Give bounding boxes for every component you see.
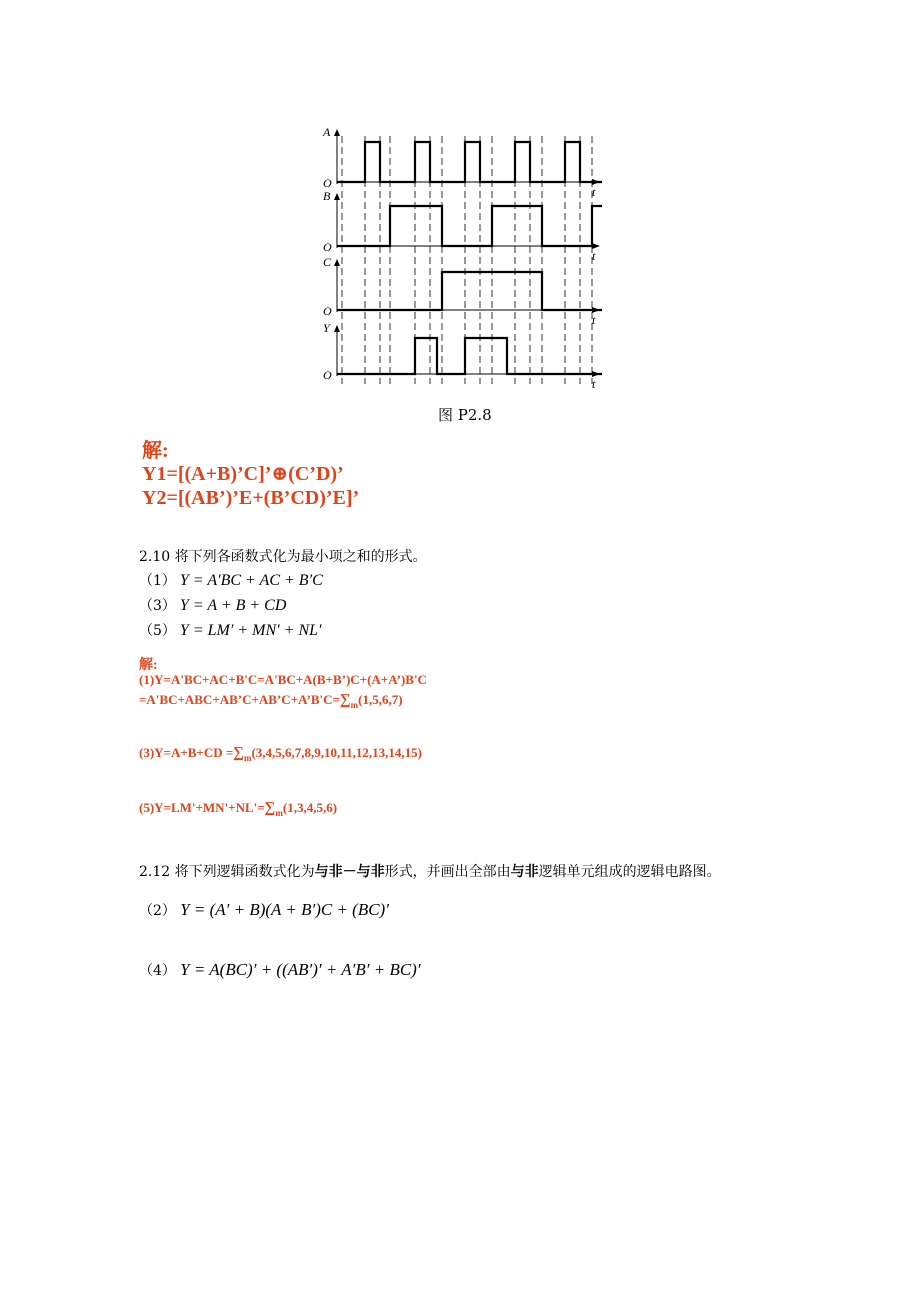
problem-2-12-item-2 — [139, 900, 389, 920]
y-axis-arrow-B — [334, 193, 340, 200]
sigma-symbol: ∑ — [339, 692, 351, 708]
time-axis-label: t — [592, 249, 596, 263]
waveform-A — [337, 142, 602, 182]
y-axis-arrow-C — [334, 259, 340, 266]
problem-2-12-item-4 — [139, 960, 421, 980]
solution-2-10-heading: 解: — [139, 658, 158, 673]
y-axis-arrow-Y — [334, 325, 340, 332]
title-text: 2.12 将下列逻辑函数式化为 — [139, 864, 315, 880]
timing-diagram — [315, 122, 605, 397]
waveform-Y — [337, 338, 602, 374]
sigma-subscript: m — [275, 808, 283, 818]
expr-text: (5)Y=LM'+MN'+NL'= — [139, 800, 265, 815]
title-bold-nand: 与非 — [510, 864, 539, 880]
item-expression: Y = A + B + CD — [179, 597, 287, 614]
time-axis-label: t — [592, 185, 596, 199]
signal-label-B: B — [323, 189, 331, 203]
expr-text: (3)Y=A+B+CD = — [139, 745, 234, 760]
origin-label: O — [323, 368, 332, 382]
sigma-symbol: ∑ — [233, 745, 244, 761]
solution-2-10-line-2 — [139, 692, 403, 710]
origin-label: O — [323, 304, 332, 318]
origin-label: O — [323, 240, 332, 254]
solution-y2: Y2=[(AB’)’E+(B’CD)’E]’ — [142, 487, 360, 509]
item-label: （5） — [139, 623, 176, 639]
signal-label-Y: Y — [323, 321, 330, 335]
origin-label: O — [323, 176, 332, 190]
problem-2-12-title — [139, 861, 721, 881]
solution-y1: Y1=[(A+B)’C]’⊕(C’D)’ — [142, 463, 344, 485]
figure-caption: 图 P2.8 — [438, 406, 492, 424]
problem-2-10-item-1 — [139, 570, 323, 590]
solution-heading: 解: — [142, 440, 169, 462]
item-label: （2） — [139, 903, 176, 919]
signal-label-A: A — [323, 125, 331, 139]
item-expression: Y = A′BC + AC + B′C — [179, 572, 323, 589]
expr-text: =A'BC+ABC+AB’C+AB’C+A’B'C= — [139, 692, 340, 707]
sigma-subscript: m — [350, 700, 359, 710]
item-expression: Y = LM′ + MN′ + NL′ — [179, 622, 322, 639]
y-axis-arrow-A — [334, 129, 340, 136]
item-label: （4） — [139, 963, 176, 979]
item-label: （3） — [139, 598, 176, 614]
signal-label-C: C — [323, 255, 332, 269]
title-bold-nand-nand: 与非－与非 — [314, 864, 385, 880]
waveform-B — [337, 206, 602, 246]
solution-2-10-line-1: (1)Y=A'BC+AC+B'C=A'BC+A(B+B’)C+(A+A’)B'C — [139, 672, 427, 687]
solution-2-10-line-3 — [139, 745, 422, 763]
sigma-subscript: m — [243, 753, 252, 763]
title-text: 逻辑单元组成的逻辑电路图。 — [538, 864, 721, 880]
time-axis-label: t — [592, 313, 596, 327]
item-expression: Y = (A′ + B)(A + B′)C + (BC)′ — [180, 900, 389, 919]
problem-2-10-item-5 — [139, 620, 322, 640]
item-label: （1） — [139, 573, 176, 589]
minterm-list: (3,4,5,6,7,8,9,10,11,12,13,14,15) — [251, 745, 422, 760]
problem-2-10-item-3 — [139, 595, 286, 615]
title-text: 形式，并画出全部由 — [384, 864, 511, 880]
problem-2-10-title: 2.10 将下列各函数式化为最小项之和的形式。 — [139, 549, 427, 565]
solution-2-10-line-4 — [139, 800, 337, 818]
minterm-list: (1,5,6,7) — [358, 692, 403, 707]
waveform-C — [337, 272, 602, 310]
time-axis-label: t — [592, 377, 596, 391]
minterm-list: (1,3,4,5,6) — [282, 800, 338, 815]
sigma-symbol: ∑ — [264, 800, 276, 816]
item-expression: Y = A(BC)′ + ((AB′)′ + A′B′ + BC)′ — [180, 960, 421, 979]
